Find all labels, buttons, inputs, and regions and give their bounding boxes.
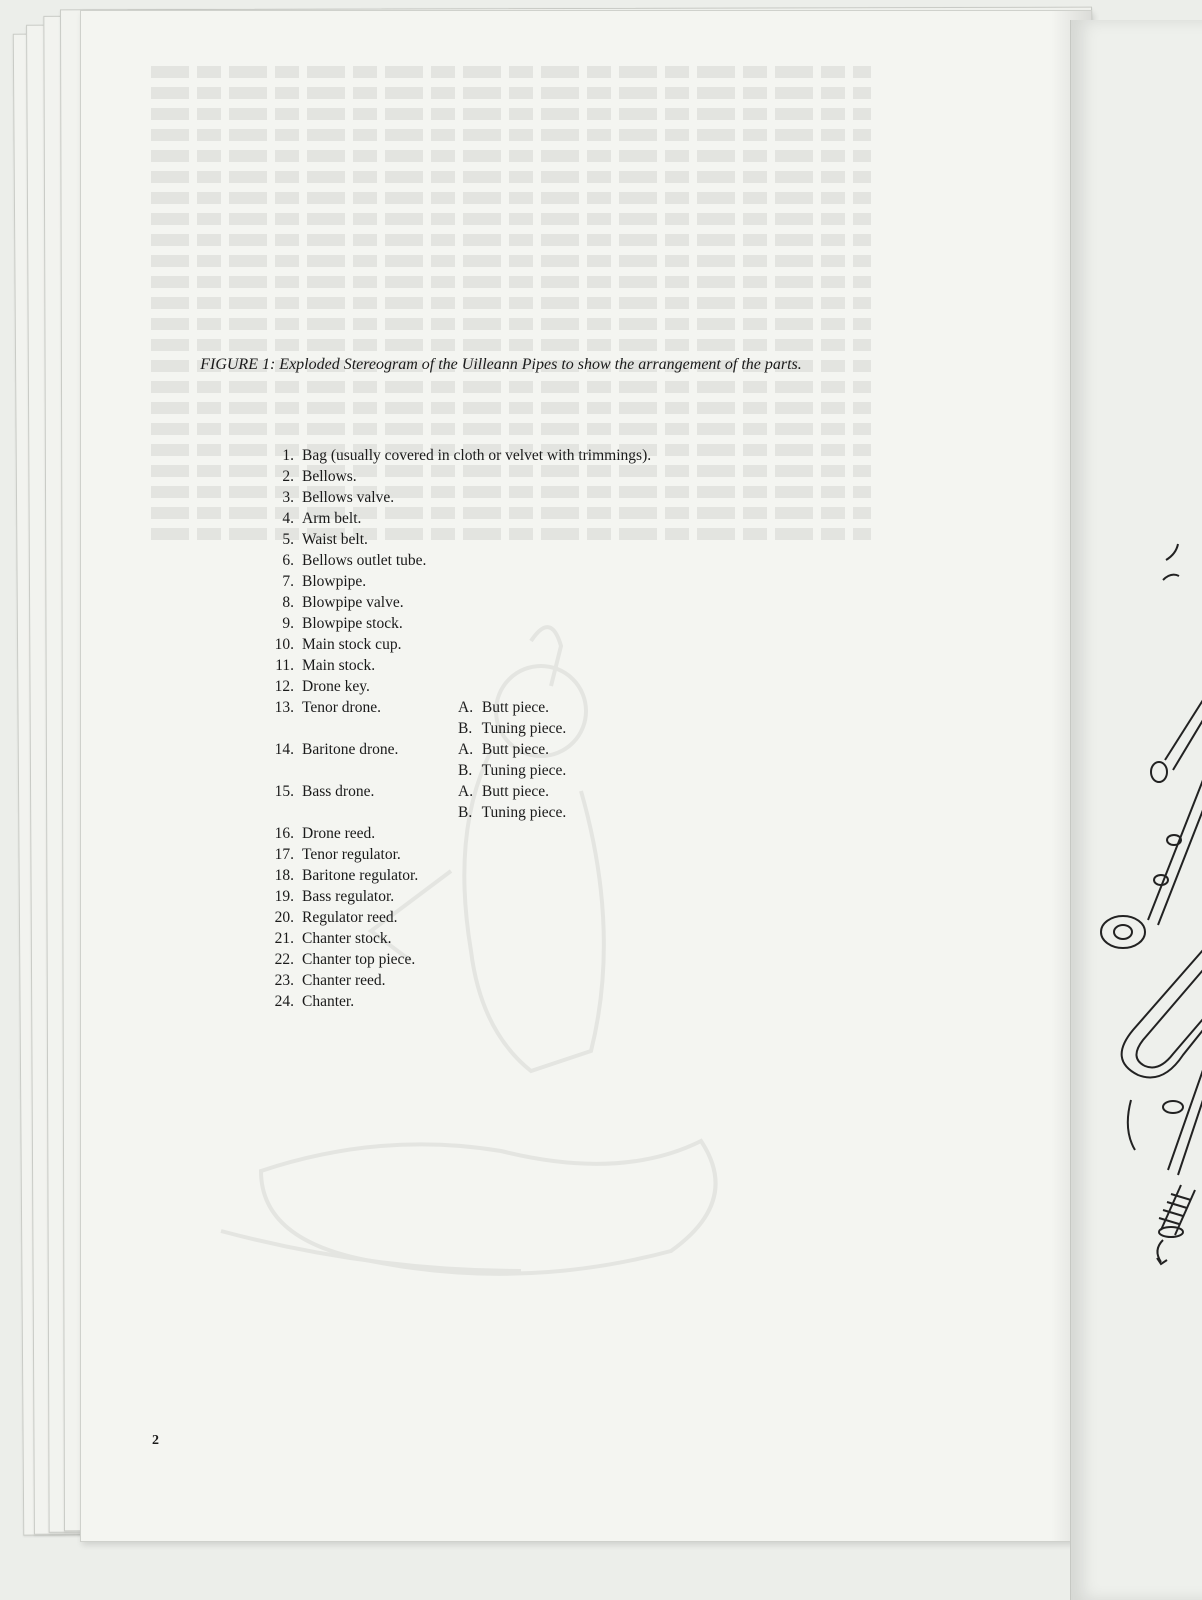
sub-item [458,802,566,823]
sub-item-label: Butt piece. [481,741,550,758]
item-number: 8. [282,594,294,611]
sub-item [458,697,549,718]
sub-item-label: Butt piece. [481,699,550,716]
item-number: 2. [282,468,294,485]
item-number: 3. [282,489,294,506]
list-item [266,466,357,487]
list-item [266,508,362,529]
list-item [266,487,395,508]
item-label: Drone key. [302,678,370,695]
item-label: Regulator reed. [302,909,398,926]
item-number: 9. [282,615,294,632]
item-label: Baritone drone. [302,741,399,758]
item-number: 1. [282,447,294,464]
item-label: Bag (usually covered in cloth or velvet with trimmings). [302,447,652,464]
item-label: Baritone regulator. [302,867,419,884]
figure-caption: FIGURE 1: Exploded Stereogram of the Uilleann Pipes to show the arrangement of the parts. [200,356,802,373]
item-number: 18. [274,867,294,884]
item-label: Arm belt. [302,510,362,527]
item-label: Chanter. [302,993,355,1010]
item-label: Blowpipe stock. [302,615,403,632]
sub-item [458,760,566,781]
sub-item-letter: A. [458,783,474,800]
list-item [266,592,404,613]
list-item [266,571,367,592]
list-item [266,970,386,991]
list-item [266,949,416,970]
list-item [266,550,427,571]
list-item-continuation [266,760,567,781]
item-number: 10. [274,636,294,653]
item-label: Bellows. [302,468,357,485]
item-label: Bass drone. [302,783,375,800]
list-item [266,844,401,865]
item-label: Drone reed. [302,825,376,842]
facing-page [1070,20,1202,1600]
book-page [80,10,1092,1542]
sub-item-label: Tuning piece. [481,720,567,737]
list-item [266,529,368,550]
item-label: Chanter stock. [302,930,392,947]
item-label: Main stock. [302,657,376,674]
list-item [266,697,550,718]
item-number: 21. [274,930,294,947]
item-label: Waist belt. [302,531,368,548]
list-item-continuation [266,718,567,739]
item-label: Tenor regulator. [302,846,401,863]
item-label: Chanter reed. [302,972,386,989]
reverse-side-bleed-through [151,66,871,549]
item-label: Bellows outlet tube. [302,552,427,569]
sub-item [458,718,566,739]
list-item [266,928,392,949]
list-item [266,634,402,655]
sub-item-label: Butt piece. [481,783,550,800]
item-number: 24. [274,993,294,1010]
item-label: Blowpipe. [302,573,367,590]
sub-item-letter: A. [458,741,474,758]
sub-item-label: Tuning piece. [481,762,567,779]
sub-item-label: Tuning piece. [481,804,567,821]
list-item [266,907,398,928]
sub-item [458,781,549,802]
item-number: 23. [274,972,294,989]
parts-list [266,445,652,1012]
item-number: 5. [282,531,294,548]
item-label: Bass regulator. [302,888,395,905]
item-number: 14. [274,741,294,758]
list-item [266,655,376,676]
sub-item-letter: A. [458,699,474,716]
item-number: 16. [274,825,294,842]
item-number: 6. [282,552,294,569]
item-number: 13. [274,699,294,716]
list-item [266,676,370,697]
item-label: Chanter top piece. [302,951,416,968]
sub-item-letter: B. [458,804,473,821]
item-label: Blowpipe valve. [302,594,404,611]
item-number: 17. [274,846,294,863]
sub-item [458,739,549,760]
item-number: 20. [274,909,294,926]
list-item [266,613,403,634]
item-number: 19. [274,888,294,905]
item-number: 7. [282,573,294,590]
uilleann-pipes-drawing [1071,20,1202,1600]
item-number: 12. [274,678,294,695]
item-label: Bellows valve. [302,489,395,506]
list-item [266,823,376,844]
item-number: 4. [282,510,294,527]
item-number: 15. [274,783,294,800]
item-number: 22. [274,951,294,968]
sub-item-letter: B. [458,762,473,779]
sub-item-letter: B. [458,720,473,737]
list-item [266,739,550,760]
list-item [266,886,395,907]
item-number: 11. [275,657,294,674]
list-item [266,991,355,1012]
list-item [266,781,550,802]
list-item [266,445,652,466]
item-label: Tenor drone. [302,699,381,716]
item-label: Main stock cup. [302,636,402,653]
list-item-continuation [266,802,567,823]
page-number: 2 [152,1433,159,1448]
list-item [266,865,419,886]
